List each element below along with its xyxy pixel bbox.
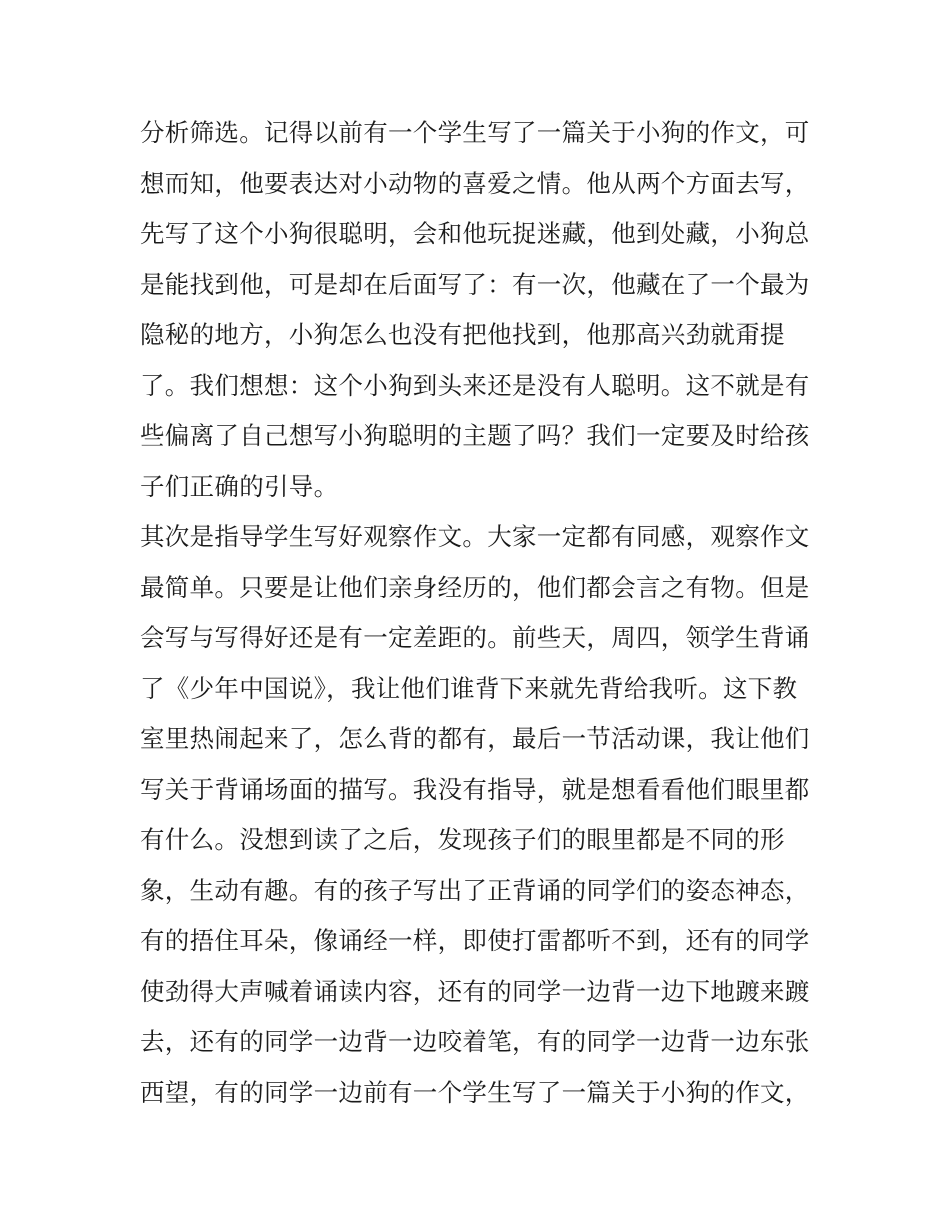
text-line-7: 些偏离了自己想写小狗聪明的主题了吗？我们一定要及时给孩	[140, 421, 810, 450]
text-line-2: 想而知，他要表达对小动物的喜爱之情。他从两个方面去写，	[140, 168, 810, 198]
text-line-19: 去，还有的同学一边背一边咬着笔，有的同学一边背一边东张	[140, 1027, 810, 1056]
body-text	[140, 108, 820, 1118]
text-line-20: 西望，有的同学一边前有一个学生写了一篇关于小狗的作文，	[140, 1077, 810, 1107]
text-line-14: 写关于背诵场面的描写。我没有指导，就是想看看他们眼里都	[140, 774, 810, 804]
text-line-15: 有什么。没想到读了之后，发现孩子们的眼里都是不同的形	[140, 825, 785, 854]
text-line-4: 是能找到他，可是却在后面写了：有一次，他藏在了一个最为	[140, 269, 810, 299]
text-line-10: 最简单。只要是让他们亲身经历的，他们都会言之有物。但是	[140, 572, 810, 602]
text-line-11: 会写与写得好还是有一定差距的。前些天，周四，领学生背诵	[140, 623, 810, 652]
text-line-3: 先写了这个小狗很聪明，会和他玩捉迷藏，他到处藏，小狗总	[140, 219, 810, 248]
text-line-16: 象，生动有趣。有的孩子写出了正背诵的同学们的姿态神态，	[140, 875, 810, 905]
text-line-18: 使劲得大声喊着诵读内容，还有的同学一边背一边下地踱来踱	[140, 976, 810, 1006]
text-line-9: 其次是指导学生写好观察作文。大家一定都有同感，观察作文	[140, 522, 810, 551]
text-line-12: 了《少年中国说》，我让他们谁背下来就先背给我听。这下教	[140, 673, 798, 703]
text-line-1: 分析筛选。记得以前有一个学生写了一篇关于小狗的作文，可	[140, 118, 810, 147]
text-line-5: 隐秘的地方，小狗怎么也没有把他找到，他那高兴劲就甭提	[140, 320, 785, 349]
text-line-8: 子们正确的引导。	[140, 471, 339, 501]
text-line-13: 室里热闹起来了，怎么背的都有，最后一节活动课，我让他们	[140, 724, 810, 753]
text-line-17: 有的捂住耳朵，像诵经一样，即使打雷都听不到，还有的同学	[140, 926, 810, 955]
text-line-6: 了。我们想想：这个小狗到头来还是没有人聪明。这不就是有	[140, 370, 810, 400]
